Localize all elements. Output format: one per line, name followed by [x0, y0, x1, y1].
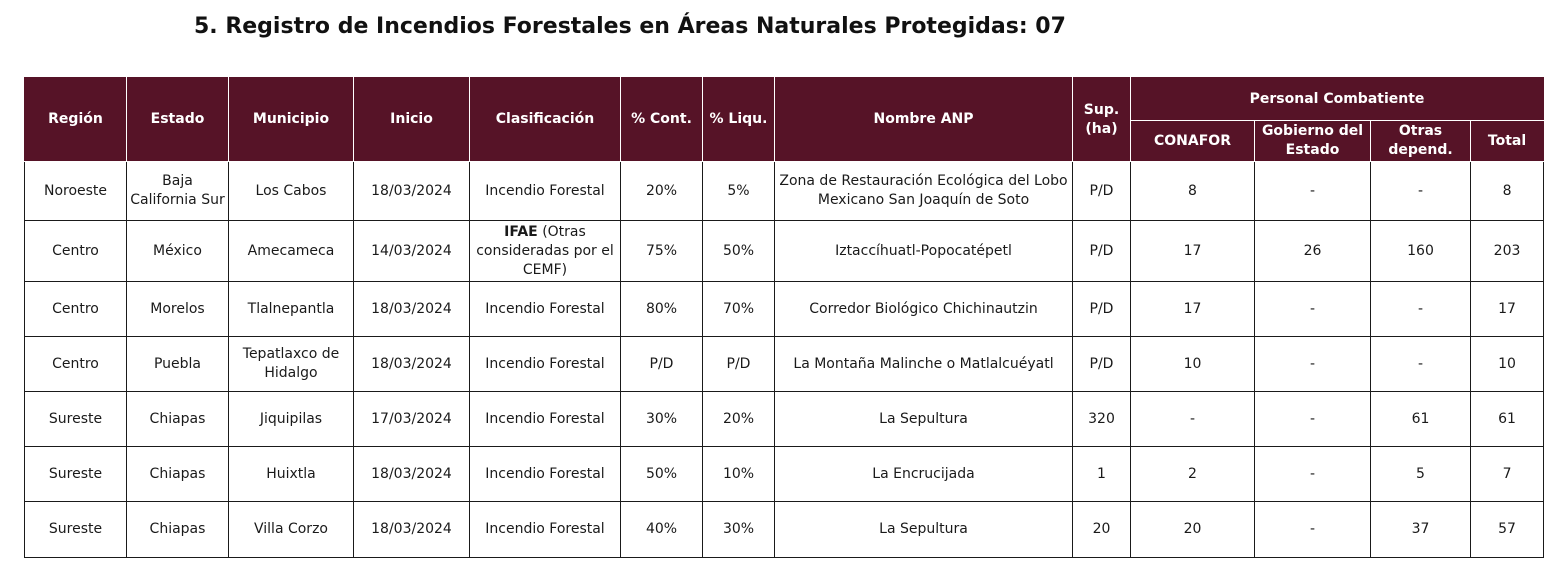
cell-conafor: 17: [1131, 221, 1255, 282]
cell-estado: Morelos: [127, 282, 229, 337]
cell-municipio: Amecameca: [229, 221, 354, 282]
cell-otras-dependencias: -: [1371, 337, 1471, 392]
cell-conafor: 8: [1131, 162, 1255, 221]
cell-municipio: Tlalnepantla: [229, 282, 354, 337]
cell-municipio: Los Cabos: [229, 162, 354, 221]
cell-estado: Puebla: [127, 337, 229, 392]
cell-clasificacion: [470, 502, 621, 558]
cell-total: 57: [1471, 502, 1544, 558]
header-personal-combatiente: Personal Combatiente: [1131, 78, 1544, 121]
cell-otras-dependencias: -: [1371, 282, 1471, 337]
cell-inicio: 18/03/2024: [354, 447, 470, 502]
cell-estado: Chiapas: [127, 502, 229, 558]
cell-nombre-anp: Zona de Restauración Ecológica del Lobo Mexicano San Joaquín de Soto: [775, 162, 1073, 221]
clasificacion-text: Incendio Forestal: [485, 521, 605, 537]
cell-nombre-anp: La Montaña Malinche o Matlalcuéyatl: [775, 337, 1073, 392]
cell-total: 8: [1471, 162, 1544, 221]
cell-otras-dependencias: 5: [1371, 447, 1471, 502]
clasificacion-text: Incendio Forestal: [485, 410, 605, 427]
header-otras-dependencias: Otras depend.: [1371, 121, 1471, 162]
cell-gobierno-estado: -: [1255, 447, 1371, 502]
clasificacion-text: (Otras consideradas por el CEMF): [476, 223, 614, 278]
header-porcentaje-liquidado: % Liqu.: [703, 78, 775, 162]
cell-liquidado: 70%: [703, 282, 775, 337]
cell-superficie: P/D: [1073, 162, 1131, 221]
cell-contenido: P/D: [621, 337, 703, 392]
cell-region: Centro: [25, 282, 127, 337]
header-gobierno-estado: Gobierno del Estado: [1255, 121, 1371, 162]
cell-total: 10: [1471, 337, 1544, 392]
table-row: [25, 221, 1544, 282]
cell-otras-dependencias: 160: [1371, 221, 1471, 282]
cell-estado: Baja California Sur: [127, 162, 229, 221]
header-estado: Estado: [127, 78, 229, 162]
cell-superficie: P/D: [1073, 221, 1131, 282]
cell-liquidado: 50%: [703, 221, 775, 282]
cell-inicio: 17/03/2024: [354, 392, 470, 447]
cell-nombre-anp: Iztaccíhuatl-Popocatépetl: [775, 221, 1073, 282]
cell-region: Sureste: [25, 392, 127, 447]
cell-inicio: 18/03/2024: [354, 282, 470, 337]
cell-contenido: 40%: [621, 502, 703, 558]
cell-municipio: Villa Corzo: [229, 502, 354, 558]
cell-gobierno-estado: -: [1255, 162, 1371, 221]
cell-clasificacion: [470, 221, 621, 282]
clasificacion-text: Incendio Forestal: [485, 465, 605, 482]
fire-records-table: [24, 77, 1544, 558]
table-row: [25, 337, 1544, 392]
cell-gobierno-estado: -: [1255, 392, 1371, 447]
cell-nombre-anp: La Sepultura: [775, 392, 1073, 447]
cell-region: Sureste: [25, 502, 127, 558]
cell-otras-dependencias: 61: [1371, 392, 1471, 447]
cell-total: 61: [1471, 392, 1544, 447]
cell-clasificacion: [470, 337, 621, 392]
table-row: [25, 162, 1544, 221]
cell-region: Centro: [25, 221, 127, 282]
header-porcentaje-contenido: % Cont.: [621, 78, 703, 162]
header-conafor: CONAFOR: [1131, 121, 1255, 162]
cell-superficie: 1: [1073, 447, 1131, 502]
cell-gobierno-estado: -: [1255, 282, 1371, 337]
cell-contenido: 30%: [621, 392, 703, 447]
cell-gobierno-estado: -: [1255, 337, 1371, 392]
cell-inicio: 18/03/2024: [354, 162, 470, 221]
cell-nombre-anp: La Encrucijada: [775, 447, 1073, 502]
cell-region: Centro: [25, 337, 127, 392]
header-clasificacion: Clasificación: [470, 78, 621, 162]
cell-superficie: P/D: [1073, 282, 1131, 337]
cell-municipio: Jiquipilas: [229, 392, 354, 447]
cell-nombre-anp: La Sepultura: [775, 502, 1073, 558]
clasificacion-bold: IFAE: [504, 223, 538, 240]
cell-inicio: 14/03/2024: [354, 221, 470, 282]
table-row: [25, 282, 1544, 337]
cell-estado: México: [127, 221, 229, 282]
header-inicio: Inicio: [354, 78, 470, 162]
header-nombre-anp: Nombre ANP: [775, 78, 1073, 162]
cell-superficie: 320: [1073, 392, 1131, 447]
cell-conafor: 17: [1131, 282, 1255, 337]
cell-contenido: 75%: [621, 221, 703, 282]
cell-superficie: P/D: [1073, 337, 1131, 392]
cell-clasificacion: [470, 392, 621, 447]
cell-total: 203: [1471, 221, 1544, 282]
cell-clasificacion: [470, 447, 621, 502]
cell-contenido: 50%: [621, 447, 703, 502]
header-superficie: Sup. (ha): [1073, 78, 1131, 162]
page-title: 5. Registro de Incendios Forestales en Áreas Naturales Protegidas: 07: [194, 14, 1066, 39]
clasificacion-text: Incendio Forestal: [485, 355, 605, 372]
cell-liquidado: 20%: [703, 392, 775, 447]
table-row: [25, 392, 1544, 447]
cell-conafor: 2: [1131, 447, 1255, 502]
cell-contenido: 80%: [621, 282, 703, 337]
header-municipio: Municipio: [229, 78, 354, 162]
cell-gobierno-estado: 26: [1255, 221, 1371, 282]
cell-municipio: Tepatlaxco de Hidalgo: [229, 337, 354, 392]
cell-region: Sureste: [25, 447, 127, 502]
cell-conafor: 20: [1131, 502, 1255, 558]
cell-inicio: 18/03/2024: [354, 337, 470, 392]
cell-otras-dependencias: -: [1371, 162, 1471, 221]
table-row: [25, 447, 1544, 502]
cell-conafor: 10: [1131, 337, 1255, 392]
cell-conafor: -: [1131, 392, 1255, 447]
cell-nombre-anp: Corredor Biológico Chichinautzin: [775, 282, 1073, 337]
header-region: Región: [25, 78, 127, 162]
cell-estado: Chiapas: [127, 392, 229, 447]
clasificacion-text: Incendio Forestal: [485, 182, 605, 199]
cell-region: Noroeste: [25, 162, 127, 221]
cell-superficie: 20: [1073, 502, 1131, 558]
cell-otras-dependencias: 37: [1371, 502, 1471, 558]
clasificacion-text: Incendio Forestal: [485, 300, 605, 317]
cell-inicio: 18/03/2024: [354, 502, 470, 558]
cell-clasificacion: [470, 282, 621, 337]
header-total: Total: [1471, 121, 1544, 162]
cell-gobierno-estado: -: [1255, 502, 1371, 558]
cell-liquidado: 10%: [703, 447, 775, 502]
table-row: [25, 502, 1544, 558]
cell-liquidado: 5%: [703, 162, 775, 221]
cell-total: 7: [1471, 447, 1544, 502]
cell-liquidado: 30%: [703, 502, 775, 558]
cell-contenido: 20%: [621, 162, 703, 221]
cell-estado: Chiapas: [127, 447, 229, 502]
cell-municipio: Huixtla: [229, 447, 354, 502]
cell-clasificacion: [470, 162, 621, 221]
cell-total: 17: [1471, 282, 1544, 337]
cell-liquidado: P/D: [703, 337, 775, 392]
